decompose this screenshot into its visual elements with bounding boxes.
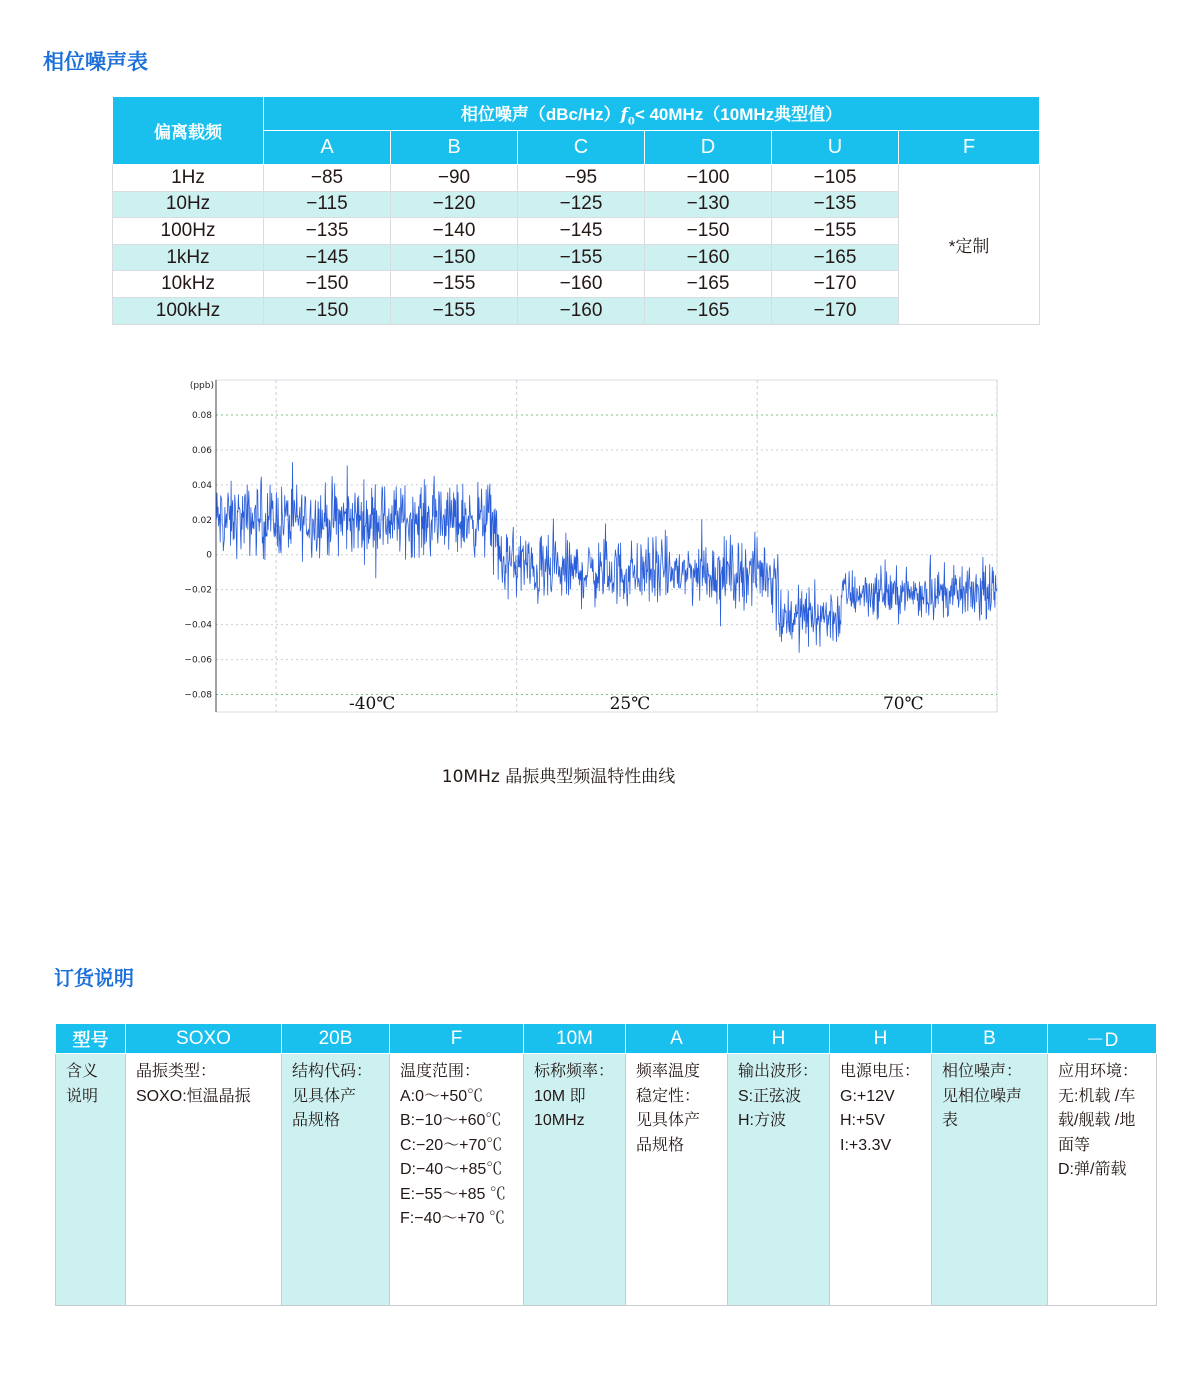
value-cell: −125 — [518, 191, 645, 218]
y-axis-label: (ppb) — [189, 381, 214, 391]
order-header-cell: －D — [1048, 1024, 1157, 1054]
value-cell: −90 — [391, 165, 518, 192]
order-desc-line: 见具体产 — [292, 1087, 357, 1105]
order-desc-line: 品规格 — [636, 1136, 685, 1154]
order-header-cell: H — [728, 1024, 830, 1054]
order-desc-line: 频率温度 — [636, 1063, 701, 1080]
value-cell: −145 — [264, 244, 391, 271]
order-desc-line: 无:机载 /车 — [1058, 1087, 1136, 1105]
order-desc-line: D:弹/箭载 — [1058, 1161, 1127, 1178]
offset-cell: 1kHz — [113, 244, 264, 271]
order-desc-cell — [390, 1054, 524, 1306]
value-cell: −160 — [518, 271, 645, 298]
order-header-cell: F — [390, 1024, 524, 1054]
value-cell: −155 — [391, 271, 518, 298]
frequency-temperature-chart — [170, 370, 1010, 720]
chart-caption: 10MHz 晶振典型频温特性曲线 — [441, 767, 676, 787]
value-cell: −115 — [264, 191, 391, 218]
value-cell: −150 — [645, 218, 772, 245]
value-cell: −150 — [391, 244, 518, 271]
custom-note-cell: *定制 — [899, 165, 1040, 325]
value-cell: −170 — [772, 271, 899, 298]
order-desc-line: 见具体产 — [636, 1112, 701, 1129]
y-tick-label: 0.08 — [191, 410, 212, 421]
value-cell: −150 — [264, 271, 391, 298]
order-desc-line: A:0～+50℃ — [400, 1087, 484, 1105]
y-tick-label: 0.06 — [191, 445, 212, 456]
order-desc-cell — [282, 1054, 390, 1306]
order-desc-line: 10MHz — [534, 1112, 585, 1129]
column-header-u: U — [772, 131, 899, 165]
order-desc-line: 输出波形： — [738, 1063, 819, 1080]
order-desc-line: 面等 — [1058, 1136, 1091, 1154]
order-desc-line: 稳定性： — [636, 1087, 701, 1105]
order-desc-line: B:−10～+60℃ — [400, 1112, 502, 1129]
phase-noise-table — [112, 96, 1040, 325]
x-tick-label: -40℃ — [348, 694, 396, 714]
table-row — [113, 165, 1040, 192]
value-cell: −135 — [264, 218, 391, 245]
value-cell: −135 — [772, 191, 899, 218]
order-desc-cell — [626, 1054, 728, 1306]
y-tick-label: 0.04 — [191, 480, 212, 491]
ordering-table — [55, 1023, 1157, 1306]
value-cell: −165 — [645, 271, 772, 298]
value-cell: −165 — [645, 297, 772, 324]
order-desc-line: 见相位噪声 — [942, 1087, 1023, 1105]
value-cell: −95 — [518, 165, 645, 192]
order-header-cell: 型号 — [56, 1024, 126, 1054]
order-desc-line: 温度范围： — [400, 1063, 481, 1080]
order-desc-line: 载/舰载 /地 — [1058, 1112, 1136, 1129]
order-desc-line: 含义 — [66, 1063, 99, 1080]
order-desc-line: 结构代码： — [292, 1063, 373, 1080]
column-header-d: D — [645, 131, 772, 165]
order-desc-line: G:+12V — [840, 1087, 895, 1105]
column-header-c: C — [518, 131, 645, 165]
order-desc-line: H:+5V — [840, 1112, 885, 1129]
order-desc-line: 说明 — [66, 1087, 99, 1105]
order-header-cell: 20B — [282, 1024, 390, 1054]
order-desc-cell — [126, 1054, 282, 1306]
order-desc-cell — [524, 1054, 626, 1306]
y-tick-label: −0.06 — [184, 655, 212, 666]
offset-cell: 100Hz — [113, 218, 264, 245]
y-tick-label: −0.02 — [184, 585, 212, 596]
y-tick-label: −0.04 — [184, 620, 212, 631]
order-desc-line: 晶振类型： — [136, 1063, 217, 1080]
column-header-f: F — [899, 131, 1040, 165]
order-desc-line: 标称频率： — [534, 1063, 615, 1080]
order-desc-line: I:+3.3V — [840, 1136, 892, 1154]
value-cell: −165 — [772, 244, 899, 271]
value-cell: −160 — [645, 244, 772, 271]
x-tick-label: 25℃ — [609, 694, 651, 714]
order-desc-line: F:−40～+70 ℃ — [400, 1210, 505, 1227]
value-cell: −145 — [518, 218, 645, 245]
order-desc-cell — [1048, 1054, 1157, 1306]
value-cell: −155 — [772, 218, 899, 245]
column-header-a: A — [264, 131, 391, 165]
order-desc-cell — [56, 1054, 126, 1306]
order-desc-line: S:正弦波 — [738, 1087, 802, 1105]
order-header-cell: H — [830, 1024, 932, 1054]
order-desc-line: H:方波 — [738, 1112, 787, 1129]
column-header-b: B — [391, 131, 518, 165]
y-tick-label: 0.02 — [191, 515, 212, 526]
order-desc-line: 应用环境： — [1058, 1063, 1139, 1080]
order-header-cell: SOXO — [126, 1024, 282, 1054]
order-desc-line: 品规格 — [292, 1112, 341, 1129]
section-title-phase-noise: 相位噪声表 — [43, 50, 148, 74]
order-header-cell: A — [626, 1024, 728, 1054]
value-cell: −155 — [518, 244, 645, 271]
y-tick-label: −0.08 — [184, 690, 212, 701]
offset-cell: 1Hz — [113, 165, 264, 192]
value-cell: −100 — [645, 165, 772, 192]
value-cell: −130 — [645, 191, 772, 218]
phase-noise-group-header: 相位噪声$(dBc/Hz)f_0< 40MHz(10MHz$典型值） — [264, 97, 1040, 131]
value-cell: −170 — [772, 297, 899, 324]
offset-header: 偏离载频 — [113, 97, 264, 165]
value-cell: −85 — [264, 165, 391, 192]
order-desc-line: SOXO:恒温晶振 — [136, 1087, 251, 1105]
value-cell: −160 — [518, 297, 645, 324]
order-desc-line: E:−55～+85 ℃ — [400, 1185, 506, 1203]
order-desc-cell — [932, 1054, 1048, 1306]
value-cell: −150 — [264, 297, 391, 324]
value-cell: −120 — [391, 191, 518, 218]
order-desc-line: 相位噪声： — [942, 1063, 1023, 1080]
order-header-cell: B — [932, 1024, 1048, 1054]
value-cell: −105 — [772, 165, 899, 192]
order-desc-line: 表 — [942, 1112, 959, 1129]
offset-cell: 10Hz — [113, 191, 264, 218]
offset-cell: 100kHz — [113, 297, 264, 324]
order-desc-line: 电源电压： — [840, 1063, 921, 1080]
value-cell: −140 — [391, 218, 518, 245]
order-header-cell: 10M — [524, 1024, 626, 1054]
offset-cell: 10kHz — [113, 271, 264, 298]
value-cell: −155 — [391, 297, 518, 324]
y-tick-label: 0 — [206, 550, 212, 561]
order-desc-cell — [830, 1054, 932, 1306]
x-tick-label: 70℃ — [882, 694, 924, 714]
order-desc-cell — [728, 1054, 830, 1306]
order-desc-line: C:−20～+70℃ — [400, 1136, 503, 1154]
order-desc-line: 10M 即 — [534, 1087, 586, 1105]
section-title-ordering: 订货说明 — [54, 966, 134, 990]
order-desc-line: D:−40～+85℃ — [400, 1161, 503, 1178]
